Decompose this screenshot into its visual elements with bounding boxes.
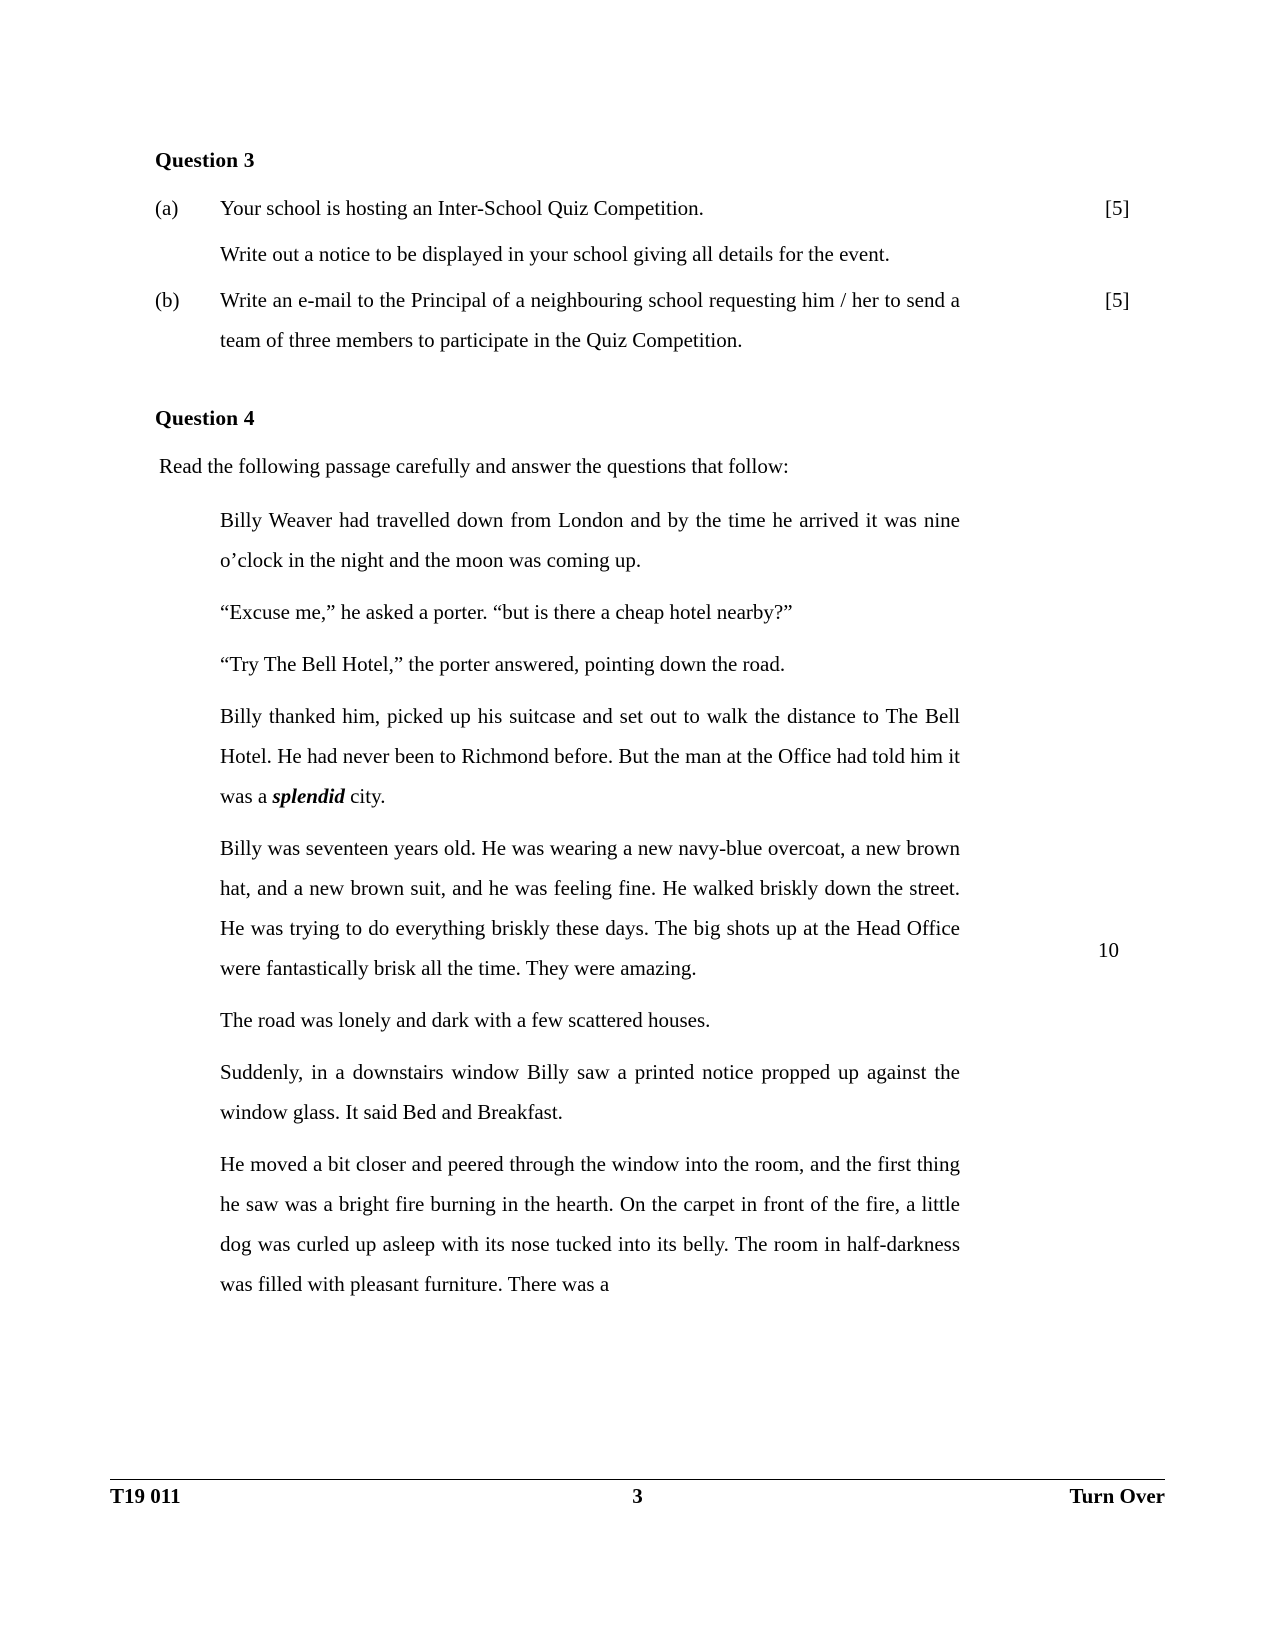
part-b-paragraph-1: Write an e-mail to the Principal of a neighbouring school requesting him / her to send a team of three members to participate in the Quiz Competition. (220, 287, 960, 352)
passage-paragraph-6: The road was lonely and dark with a few scattered houses. (220, 1007, 711, 1032)
passage-paragraph-4 (220, 696, 960, 816)
question-3-part-b (155, 280, 1130, 360)
passage-paragraph-2: “Excuse me,” he asked a porter. “but is there a cheap hotel nearby?” (220, 599, 793, 624)
question-4-heading: Question 4 (155, 405, 255, 430)
passage-paragraph-1: Billy Weaver had travelled down from London and by the time he arrived it was nine o’clock in the night and the moon was coming up. (220, 507, 960, 572)
part-label-a: (a) (155, 195, 179, 220)
footer-row (110, 1484, 1165, 1509)
passage-paragraph-4-text-before: Billy thanked him, picked up his suitcase and set out to walk the distance to The Bell Hotel. He had never been to Richmond before. But the man at the Office had told him it was a (220, 703, 960, 808)
part-a-marks: [5] (1105, 195, 1130, 220)
part-a-paragraph-2: Write out a notice to be displayed in your school giving all details for the event. (220, 241, 890, 266)
question-3-heading: Question 3 (155, 148, 255, 172)
passage-emphasis-splendid: splendid (272, 783, 345, 808)
part-a-paragraph-1: Your school is hosting an Inter-School Quiz Competition. (220, 195, 704, 220)
page-footer (110, 1479, 1165, 1509)
footer-page-number: 3 (632, 1484, 643, 1508)
passage-paragraph-8: He moved a bit closer and peered through the window into the room, and the first thing he saw was a bright fire burning in the hearth. On the carpet in front of the fire, a little dog was curled up asleep with its nose tucked into its belly. The room in half-darkness was filled with pleasant furniture. There was a (220, 1151, 960, 1296)
footer-paper-code: T19 011 (110, 1484, 181, 1508)
line-number-marker-10: 10 (1098, 937, 1119, 962)
passage-paragraph-7: Suddenly, in a downstairs window Billy saw a printed notice propped up against the window glass. It said Bed and Breakfast. (220, 1059, 960, 1124)
question-4-instruction: Read the following passage carefully and answer the questions that follow: (159, 453, 789, 478)
reading-passage (220, 500, 1119, 1304)
part-a-body (220, 188, 960, 274)
passage-paragraph-5: Billy was seventeen years old. He was wearing a new navy-blue overcoat, a new brown hat, and a new brown suit, and he was feeling fine. He walked briskly down the street. He was trying to do everything briskly these days. The big shots up at the Head Office were fantastically brisk all the time. They were amazing. (220, 835, 960, 980)
passage-paragraph-4-text-after: city. (344, 783, 386, 808)
footer-turn-over: Turn Over (1069, 1484, 1165, 1508)
footer-divider (110, 1479, 1165, 1480)
part-b-body (220, 280, 960, 360)
part-b-marks: [5] (1105, 287, 1130, 312)
page-content (155, 148, 1130, 1316)
question-3-part-a (155, 188, 1130, 274)
part-label-b: (b) (155, 287, 180, 312)
passage-paragraph-3: “Try The Bell Hotel,” the porter answered, pointing down the road. (220, 651, 786, 676)
